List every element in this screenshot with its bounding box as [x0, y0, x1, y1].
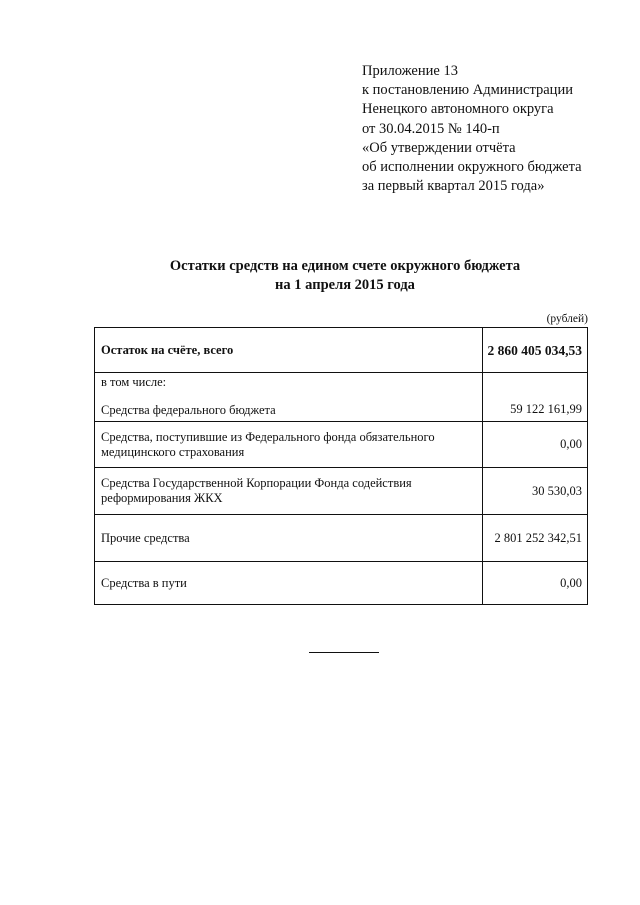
row-label: Средства, поступившие из Федерального фонда обязательного медицинского страхования [95, 422, 483, 468]
row-value: 0,00 [482, 562, 588, 605]
table-row [95, 373, 588, 422]
row-value: 0,00 [482, 422, 588, 468]
table-row [95, 422, 588, 468]
appendix-line: от 30.04.2015 № 140-п [362, 120, 500, 137]
row-label: Средства Государственной Корпорации Фонда содействия реформирования ЖКХ [95, 468, 483, 515]
appendix-line: Приложение 13 [362, 63, 458, 79]
row-label: Средства федерального бюджета [101, 403, 276, 417]
document-title-date: на 1 апреля 2015 года [275, 277, 415, 293]
appendix-line: Ненецкого автономного округа [362, 101, 554, 118]
appendix-line: к постановлению Администрации [362, 82, 573, 99]
total-value: 2 860 405 034,53 [482, 328, 588, 373]
document-title-line: Остатки средств на едином счете окружного бюджета [169, 258, 521, 274]
appendix-line: за первый квартал 2015 года» [362, 178, 545, 195]
table-row [95, 468, 588, 515]
appendix-line: об исполнении окружного бюджета [362, 159, 582, 176]
row-value: 59 122 161,99 [482, 373, 588, 422]
table-row [95, 562, 588, 605]
row-value: 30 530,03 [482, 468, 588, 515]
including-label: в том числе: [101, 375, 167, 389]
appendix-block [362, 62, 582, 196]
table-row [95, 515, 588, 562]
table-row-total [95, 328, 588, 373]
document-title [0, 257, 640, 295]
appendix-line: «Об утверждении отчёта [362, 139, 516, 156]
row-value: 2 801 252 342,51 [482, 515, 588, 562]
end-separator-line [309, 652, 379, 653]
total-label: Остаток на счёте, всего [95, 328, 483, 373]
row-label: Прочие средства [95, 515, 483, 562]
unit-label: (рублей) [546, 313, 588, 325]
row-label-cell [95, 373, 483, 422]
row-label: Средства в пути [95, 562, 483, 605]
balance-table [94, 327, 588, 605]
